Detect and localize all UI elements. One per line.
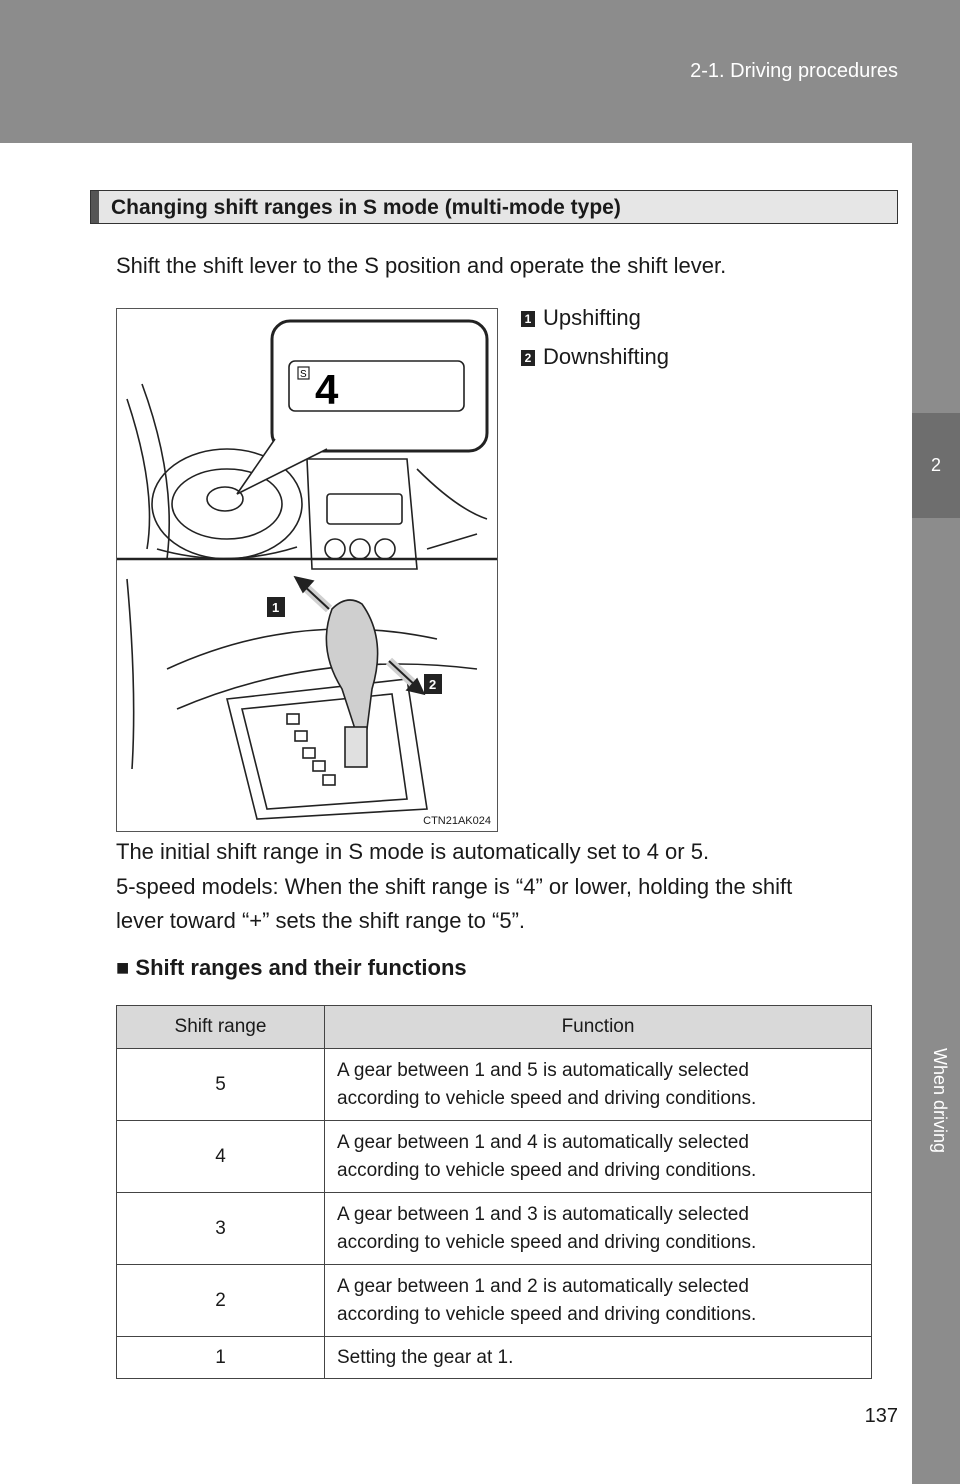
illustration-svg	[117, 309, 497, 831]
function-line: according to vehicle speed and driving conditions.	[337, 1231, 757, 1253]
function-line: A gear between 1 and 4 is automatically selected	[337, 1131, 749, 1153]
column-header-shift-range: Shift range	[117, 1006, 325, 1049]
intro-text: Shift the shift lever to the S position and operate the shift lever.	[116, 253, 727, 278]
cell-shift-range: 4	[117, 1121, 325, 1193]
column-header-function: Function	[325, 1006, 872, 1049]
cell-shift-range: 5	[117, 1049, 325, 1121]
cell-function	[325, 1193, 872, 1265]
section-bar-edge	[91, 191, 99, 223]
table-row	[117, 1121, 872, 1193]
cell-shift-range: 3	[117, 1193, 325, 1265]
display-s-indicator: S	[300, 369, 307, 380]
page-header	[0, 0, 960, 143]
side-tab-label-text: When driving	[930, 1048, 950, 1154]
callout-2-label: 2	[429, 677, 437, 692]
side-tab-chapter-number: 2	[912, 413, 960, 518]
cell-function	[325, 1121, 872, 1193]
legend-label-upshifting: Upshifting	[543, 305, 641, 330]
page-number: 137	[864, 1405, 898, 1427]
table-row	[117, 1049, 872, 1121]
legend-badge-1: 1	[521, 311, 535, 327]
section-title-bar	[90, 190, 898, 224]
legend-item-downshifting	[521, 344, 669, 370]
cell-shift-range: 1	[117, 1337, 325, 1379]
table-row	[117, 1193, 872, 1265]
legend-item-upshifting	[521, 305, 641, 331]
table-header-row	[117, 1006, 872, 1049]
header-section-title: 2-1. Driving procedures	[690, 60, 898, 82]
section-title: Changing shift ranges in S mode (multi-mode type)	[111, 196, 621, 219]
side-tab-chapter-label	[912, 518, 960, 1484]
cell-function: Setting the gear at 1.	[325, 1337, 872, 1379]
figure-code: CTN21AK024	[423, 815, 491, 827]
function-line: A gear between 1 and 5 is automatically selected	[337, 1059, 749, 1081]
callout-1-label: 1	[272, 600, 280, 615]
function-line: according to vehicle speed and driving conditions.	[337, 1303, 757, 1325]
side-tab-top	[912, 143, 960, 413]
subheading-shift-ranges: ■ Shift ranges and their functions	[116, 955, 467, 980]
shift-range-table	[116, 1005, 872, 1379]
shift-lever-illustration	[116, 308, 498, 832]
function-line: A gear between 1 and 3 is automatically selected	[337, 1203, 749, 1225]
note-5speed-line2: lever toward “+” sets the shift range to “5”.	[116, 908, 526, 933]
function-line: A gear between 1 and 2 is automatically selected	[337, 1275, 749, 1297]
cell-function	[325, 1049, 872, 1121]
function-line: according to vehicle speed and driving conditions.	[337, 1087, 757, 1109]
cell-function	[325, 1265, 872, 1337]
function-line: according to vehicle speed and driving conditions.	[337, 1159, 757, 1181]
legend-badge-2: 2	[521, 350, 535, 366]
table-row	[117, 1265, 872, 1337]
display-gear-number: 4	[315, 366, 339, 413]
note-5speed-line1: 5-speed models: When the shift range is “4” or lower, holding the shift	[116, 874, 793, 899]
legend-label-downshifting: Downshifting	[543, 344, 669, 369]
cell-shift-range: 2	[117, 1265, 325, 1337]
note-initial-range: The initial shift range in S mode is automatically set to 4 or 5.	[116, 839, 710, 864]
table-row	[117, 1337, 872, 1379]
